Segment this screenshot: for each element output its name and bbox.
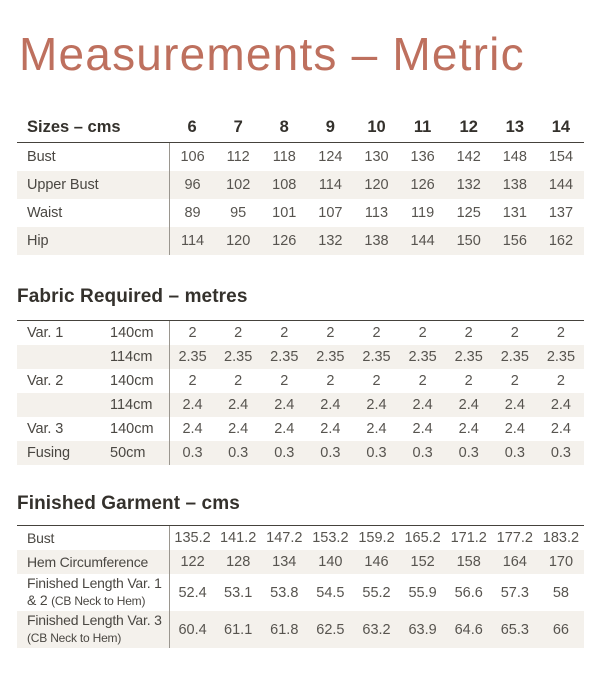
value-cell: 120 [364,177,389,193]
value-cell: 53.8 [270,584,299,601]
garment-table [17,525,584,648]
value-cell: 101 [272,205,297,221]
row-label-note: (CB Neck to Hem) [27,631,122,645]
value-cell: 144 [548,177,574,193]
value-cell: 95 [230,205,247,221]
value-cell: 2.4 [274,397,295,413]
fabric-table [17,320,584,465]
row-label-text [27,530,54,547]
value-cell: 60.4 [169,611,215,648]
value-cell: 2 [418,373,427,389]
value-cell: 108 [272,177,297,193]
row-label-main: Finished Length Var. 1 & 2 [27,575,162,608]
sizes-table-body [17,143,584,255]
table-row [17,417,584,441]
size-column-header: 8 [279,117,289,136]
value-cell: 140 [318,554,343,570]
value-cell: 2 [280,325,289,341]
value-cell: 2 [372,325,381,341]
value-cell: 2.4 [550,397,572,413]
value-cell: 150 [456,233,481,249]
value-cell: 119 [411,205,435,221]
value-cell: 113 [364,205,389,221]
value-cell: 52.4 [169,574,215,611]
table-row [17,526,584,550]
value-cell: 159.2 [358,530,395,546]
table-row [17,171,584,199]
value-cell: 2.35 [224,349,253,365]
value-cell: 2.35 [362,349,391,365]
value-cell: 2.35 [408,349,437,365]
value-cell: 126 [410,177,435,193]
row-label [17,526,169,550]
value-cell: 2 [556,373,565,389]
value-cell: 114 [318,177,342,193]
row-label-main: Hem Circumference [27,553,149,570]
value-cell: 56.6 [454,584,483,601]
table-row [17,611,584,648]
value-cell: 2.35 [500,349,529,365]
value-cell: 106 [169,143,215,171]
value-cell: 153.2 [312,530,349,546]
value-cell: 114 [169,227,215,255]
value-cell: 138 [502,177,527,193]
size-column-header: 6 [187,117,197,136]
row-label [17,611,169,648]
value-cell: 2.35 [169,345,215,369]
value-cell: 0.3 [274,445,295,461]
value-cell: 183.2 [542,530,580,546]
value-cell: 158 [456,554,481,570]
garment-table-body [17,525,584,648]
value-cell: 125 [456,205,481,221]
value-cell: 2.35 [316,349,345,365]
size-column-header: 14 [551,117,571,136]
row-label: Upper Bust [27,177,99,193]
value-cell: 156 [502,233,527,249]
value-cell: 2 [280,373,289,389]
value-cell: 147.2 [266,530,303,546]
value-cell: 2 [464,373,473,389]
fabric-width-label: 50cm [110,445,146,461]
value-cell: 2 [326,373,335,389]
value-cell: 64.6 [454,621,483,638]
value-cell: 2.4 [458,397,479,413]
value-cell: 141.2 [220,530,257,546]
value-cell: 2 [510,325,519,341]
value-cell: 2.4 [366,397,387,413]
size-column-header: 7 [233,117,243,136]
size-column-header: 13 [505,117,524,136]
value-cell: 2.4 [366,421,387,437]
row-label-note: (CB Neck to Hem) [51,594,146,608]
value-cell: 154 [548,149,574,165]
variation-label [17,393,110,417]
value-cell: 58 [552,584,569,601]
page-title: Measurements – Metric [19,28,525,80]
value-cell: 2 [556,325,565,341]
value-cell: 2 [418,325,427,341]
value-cell: 54.5 [316,584,345,601]
value-cell: 2.4 [228,421,249,437]
row-label [17,574,169,611]
value-cell: 0.3 [228,445,249,461]
row-label-main: Bust [27,529,55,546]
value-cell: 0.3 [550,445,572,461]
value-cell: 66 [552,621,569,638]
size-column-header: 12 [459,117,478,136]
value-cell: 2.35 [546,349,576,365]
value-cell: 2.4 [320,421,341,437]
value-cell: 2.35 [270,349,299,365]
row-label-text [27,612,169,647]
row-label: Hip [27,233,49,249]
value-cell: 138 [364,233,389,249]
table-row [17,143,584,171]
value-cell: 89 [169,199,215,227]
value-cell: 118 [272,149,296,165]
row-label: Waist [27,205,63,221]
value-cell: 120 [226,233,251,249]
value-cell: 2.35 [454,349,483,365]
value-cell: 162 [548,233,574,249]
value-cell: 62.5 [316,621,345,638]
value-cell: 148 [502,149,527,165]
value-cell: 2.4 [412,421,433,437]
value-cell: 53.1 [224,584,253,601]
value-cell: 128 [226,554,251,570]
value-cell: 2.4 [320,397,341,413]
value-cell: 2.4 [228,397,249,413]
value-cell: 2.4 [504,397,525,413]
value-cell: 165.2 [404,530,441,546]
value-cell: 171.2 [450,530,487,546]
table-row [17,321,584,345]
fabric-width-label: 140cm [110,325,154,341]
table-row [17,199,584,227]
value-cell: 142 [456,149,481,165]
variation-label [17,345,110,369]
table-row [17,345,584,369]
table-row [17,227,584,255]
value-cell: 137 [548,205,574,221]
value-cell: 2 [372,373,381,389]
value-cell: 2 [234,373,243,389]
value-cell: 131 [502,205,527,221]
value-cell: 2.4 [169,393,215,417]
value-cell: 65.3 [500,621,529,638]
value-cell: 2 [234,325,243,341]
variation-label: Fusing [27,445,70,461]
value-cell: 124 [318,149,343,165]
size-column-header: 10 [367,117,386,136]
value-cell: 144 [410,233,435,249]
sizes-table-title: Sizes – cms [27,117,121,136]
size-column-header: 11 [413,117,432,136]
value-cell: 0.3 [504,445,525,461]
value-cell: 61.8 [270,621,299,638]
value-cell: 2.4 [458,421,479,437]
row-label [17,550,169,574]
variation-label: Var. 3 [27,421,64,437]
value-cell: 146 [364,554,389,570]
value-cell: 0.3 [412,445,433,461]
value-cell: 55.2 [362,584,391,601]
garment-section-heading: Finished Garment – cms [17,493,240,514]
value-cell: 2 [169,369,215,393]
value-cell: 96 [169,171,215,199]
fabric-table-body [17,320,584,465]
value-cell: 0.3 [320,445,341,461]
value-cell: 2.4 [412,397,433,413]
value-cell: 177.2 [496,530,533,546]
value-cell: 2.4 [274,421,295,437]
value-cell: 2.4 [169,417,215,441]
fabric-width-label: 114cm [110,349,153,365]
value-cell: 2 [326,325,335,341]
value-cell: 164 [502,554,527,570]
size-column-header: 9 [325,117,335,136]
value-cell: 0.3 [366,445,387,461]
value-cell: 0.3 [169,441,215,465]
variation-label: Var. 1 [27,325,64,341]
row-label-text [27,554,148,571]
row-label-main: Finished Length Var. 3 [27,612,162,628]
value-cell: 61.1 [224,621,253,638]
row-label-text [27,575,169,610]
sizes-table [17,112,584,255]
value-cell: 132 [456,177,481,193]
fabric-section-heading: Fabric Required – metres [17,286,248,307]
row-label: Bust [27,149,56,165]
value-cell: 152 [410,554,435,570]
value-cell: 2.4 [504,421,525,437]
value-cell: 2 [510,373,519,389]
value-cell: 63.9 [408,621,437,638]
value-cell: 112 [226,149,250,165]
value-cell: 2.4 [550,421,572,437]
table-row [17,369,584,393]
value-cell: 2 [169,321,215,345]
value-cell: 134 [272,554,297,570]
variation-label: Var. 2 [27,373,64,389]
value-cell: 0.3 [458,445,479,461]
value-cell: 132 [318,233,343,249]
value-cell: 136 [410,149,435,165]
value-cell: 63.2 [362,621,391,638]
fabric-width-label: 140cm [110,373,154,389]
value-cell: 130 [364,149,389,165]
value-cell: 107 [318,205,343,221]
fabric-width-label: 114cm [110,397,153,413]
sizes-table-header-row [17,112,584,143]
value-cell: 55.9 [408,584,437,601]
value-cell: 57.3 [500,584,529,601]
value-cell: 170 [548,554,574,570]
value-cell: 122 [169,550,215,574]
value-cell: 126 [272,233,297,249]
value-cell: 102 [226,177,251,193]
fabric-width-label: 140cm [110,421,154,437]
value-cell: 135.2 [169,526,215,550]
table-row [17,550,584,574]
table-row [17,441,584,465]
table-row [17,574,584,611]
table-row [17,393,584,417]
value-cell: 2 [464,325,473,341]
